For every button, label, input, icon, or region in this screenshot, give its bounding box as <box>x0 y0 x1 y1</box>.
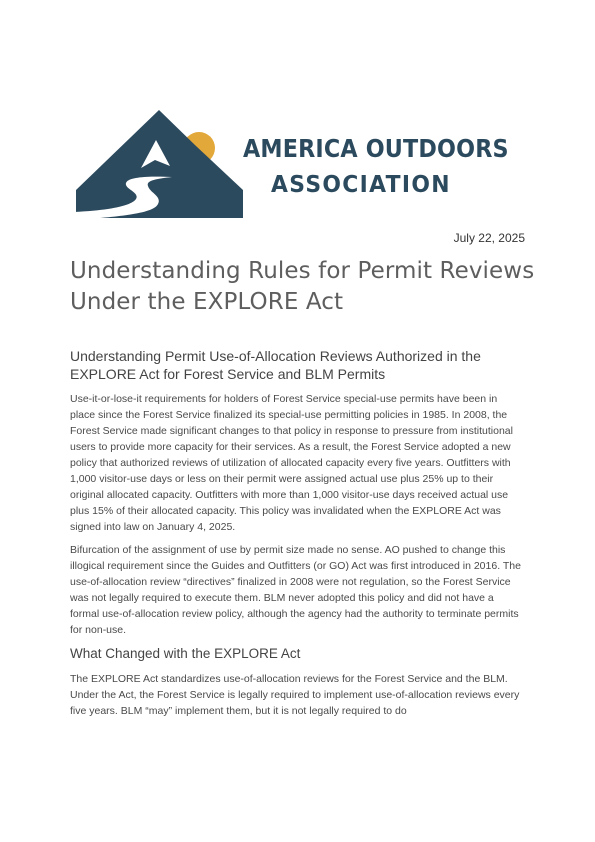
body-paragraph: Bifurcation of the assignment of use by permit size made no sense. AO pushed to change this illogical requirement since the Guides and Outfitters (or GO) Act was first introduced in 2016. The use-of-allocation review “directives” finalized in 2008 were not regulation, so the Forest Service was not legally required to execute them. BLM never adopted this policy and did not have a formal use-of-allocation review policy, although the agency had the authority to terminate permits for non-use. <box>70 544 521 636</box>
mountain-river-sun-icon <box>74 108 244 220</box>
logo-wordmark-line2: ASSOCIATION <box>271 172 451 198</box>
page-title: Understanding Rules for Permit Reviews Under the EXPLORE Act <box>70 258 535 315</box>
body-paragraph: Use-it-or-lose-it requirements for holders of Forest Service special-use permits have been in place since the Forest Service finalized its special-use permitting policies in 1985. In 2008, the Forest Service made significant changes to that policy in response to pressure from institutional users to provide more capacity for their services. As a result, the Forest Service adopted a new policy that authorized reviews of utilization of allocated capacity every five years. Outfitters with 1,000 visitor-use days or less on their permit were assigned actual use plus 25% up to their original allocated capacity. Outfitters with more than 1,000 visitor-use days received actual use plus 15% of their allocated capacity. This policy was invalidated when the EXPLORE Act was signed into law on January 4, 2025. <box>70 393 513 533</box>
section-heading: What Changed with the EXPLORE Act <box>70 646 301 661</box>
logo-wordmark-line1: AMERICA OUTDOORS <box>243 134 509 163</box>
organization-logo <box>74 108 514 220</box>
publication-date: July 22, 2025 <box>453 231 525 245</box>
body-paragraph: The EXPLORE Act standardizes use-of-allocation reviews for the Forest Service and the BLM. Under the Act, the Forest Service is legally required to implement use-of-allocation reviews every five years. BLM “may” implement them, but it is not legally required to do <box>70 673 520 717</box>
article-body <box>70 391 525 726</box>
article-subtitle: Understanding Permit Use-of-Allocation Reviews Authorized in the EXPLORE Act for Forest Service and BLM Permits <box>70 348 481 382</box>
